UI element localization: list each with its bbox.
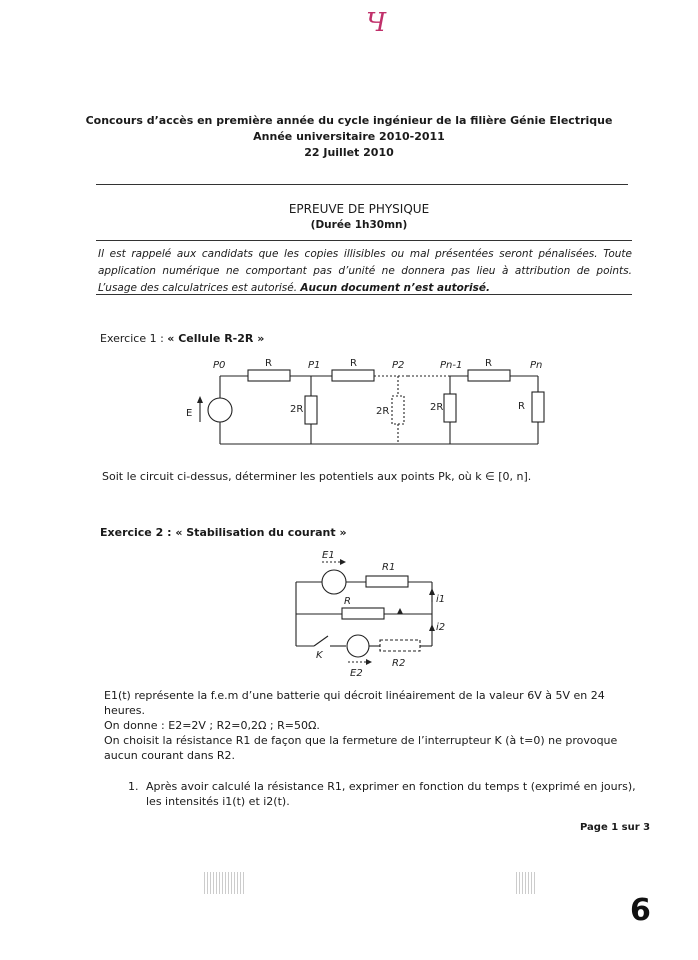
scan-noise-1 [204, 872, 244, 894]
header-rule [96, 184, 628, 185]
label-E: E [186, 408, 193, 419]
exercise2-givens: On donne : E2=2V ; R2=0,2Ω ; R=50Ω. [104, 719, 320, 732]
page-footer: Page 1 sur 3 [580, 822, 651, 833]
label-Pn-1: Pn-1 [440, 360, 463, 371]
stabilisation-circuit [286, 548, 456, 680]
label-2R-2: 2R [376, 406, 390, 417]
label-E1: E1 [322, 550, 335, 561]
label-R2: R2 [392, 658, 406, 669]
exercise2-paragraph1 [104, 688, 638, 733]
label-E2: E2 [350, 668, 363, 679]
r2r-circuit [180, 352, 560, 452]
label-P2: P2 [392, 360, 405, 371]
exercise1-title [100, 332, 264, 345]
exercise2-q1: Après avoir calculé la résistance R1, exprimer en fonction du temps t (exprimé en jours), les intensités i1(t) et i2(t). [146, 780, 636, 808]
header-line-2: Année universitaire 2010-2011 [253, 130, 445, 143]
label-i1: i1 [436, 594, 446, 605]
exercise2-name: « Stabilisation du courant » [175, 526, 347, 539]
label-i2: i2 [436, 622, 446, 633]
notice-top-rule [96, 240, 632, 241]
label-R: R [344, 596, 351, 607]
exercise1-prefix: Exercice 1 : [100, 332, 164, 345]
label-Pn: Pn [530, 360, 543, 371]
exercise1-name: « Cellule R-2R » [167, 332, 265, 345]
handwritten-top-mark: Ч [366, 8, 387, 38]
exam-duration: (Durée 1h30mn) [310, 219, 408, 231]
header-line-3: 22 Juillet 2010 [304, 146, 394, 159]
label-R-3: R [485, 358, 492, 369]
label-R-2: R [350, 358, 357, 369]
label-R-4: R [518, 401, 525, 412]
exercise2-title [100, 526, 347, 539]
exercise2-p1-text: E1(t) représente la f.e.m d’une batterie qui décroit linéairement de la valeur 6V à 5V en 24 heures. [104, 689, 605, 717]
label-P1: P1 [308, 360, 321, 371]
label-P0: P0 [213, 360, 226, 371]
exam-title: EPREUVE DE PHYSIQUE [288, 202, 430, 216]
label-R-1: R [265, 358, 272, 369]
label-2R-3: 2R [430, 402, 444, 413]
notice-body: Il est rappelé aux candidats que les copies illisibles ou mal présentées seront pénalisées. Toute application numérique ne comportant pas d’unité ne donnera pas lieu à attribution de points. L’usage des calculatrices est autorisé. [98, 248, 632, 294]
notice-bold: Aucun document n’est autorisé. [300, 282, 490, 294]
label-R1: R1 [382, 562, 396, 573]
handwritten-page-number: 6 [630, 893, 651, 928]
exercise1-question: Soit le circuit ci-dessus, déterminer les potentiels aux points Pk, où k ∈ [0, n]. [102, 470, 532, 483]
label-K: K [316, 650, 323, 661]
exercise2-q1-number: 1. [128, 780, 139, 793]
label-2R-1: 2R [290, 404, 304, 415]
scan-noise-2 [516, 872, 536, 894]
notice-bottom-rule [96, 294, 632, 295]
exercise2-paragraph2: On choisit la résistance R1 de façon que la fermeture de l’interrupteur K (à t=0) ne provoque aucun courant dans R2. [104, 734, 618, 762]
exercise2-prefix: Exercice 2 : [100, 526, 172, 539]
notice-text [98, 246, 632, 297]
header-line-1: Concours d’accès en première année du cycle ingénieur de la filière Génie Electrique [85, 114, 613, 127]
